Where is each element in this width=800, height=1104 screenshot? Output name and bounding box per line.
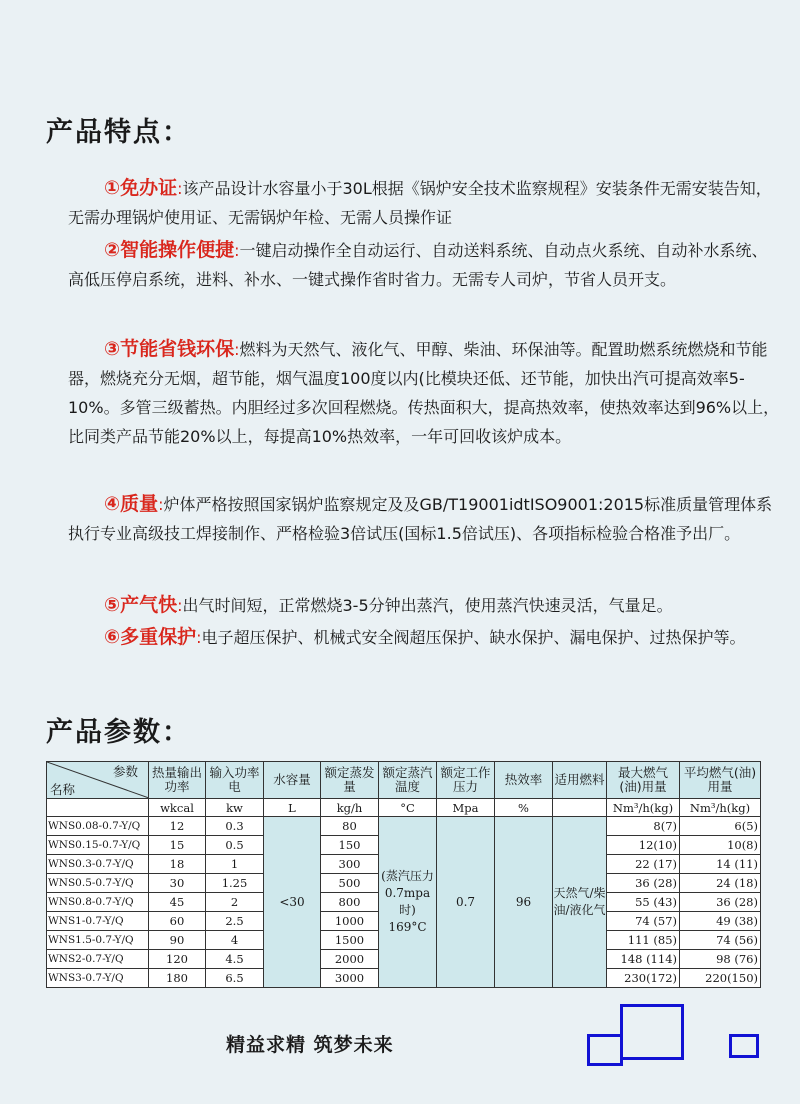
feature-item: ④质量:炉体严格按照国家锅炉监察规定及及GB/T19001idtISO9001:2015标准质量管理体系执行专业高级技工焊接制作、严格检验3倍试压(国标1.5倍试压)、各项指标检验合格准予出厂。 [68, 493, 773, 543]
unit-cell: L [264, 799, 321, 817]
unit-cell: Nm³/h(kg) [607, 799, 680, 817]
unit-cell [553, 799, 607, 817]
unit-cell: kw [206, 799, 264, 817]
corner-header: 参数 名称 [47, 762, 149, 799]
column-header: 额定蒸发量 [321, 762, 379, 799]
slogan: 精益求精 筑梦未来 [226, 1034, 394, 1056]
unit-cell: Nm³/h(kg) [680, 799, 761, 817]
unit-cell [47, 799, 149, 817]
table-row: WNS1-0.7-Y/Q 60 2.5 1000 74 (57) 49 (38) [47, 912, 761, 931]
table-row: WNS1.5-0.7-Y/Q 90 4 1500 111 (85) 74 (56) [47, 931, 761, 950]
column-header: 热量输出功率 [149, 762, 206, 799]
column-header: 平均燃气(油)用量 [680, 762, 761, 799]
feature-item: ⑥多重保护:电子超压保护、机械式安全阀超压保护、缺水保护、漏电保护、过热保护等。 [104, 626, 746, 648]
unit-cell: °C [379, 799, 437, 817]
column-header: 适用燃料 [553, 762, 607, 799]
feature-item: ②智能操作便捷:一键启动操作全自动运行、自动送料系统、自动点火系统、自动补水系统、高低压停启系统，进料、补水、一键式操作省时省力。无需专人司炉，节省人员开支。 [68, 239, 768, 289]
column-header: 额定工作压力 [437, 762, 495, 799]
unit-cell: wkcal [149, 799, 206, 817]
table-row: WNS0.15-0.7-Y/Q 15 0.5 150 12(10) 10(8) [47, 836, 761, 855]
fuel-cell: 天然气/柴油/液化气 [553, 817, 607, 988]
table-row: WNS2-0.7-Y/Q 120 4.5 2000 148 (114) 98 (76) [47, 950, 761, 969]
pressure-cell: 0.7 [437, 817, 495, 988]
unit-cell: Mpa [437, 799, 495, 817]
selection-box [729, 1034, 759, 1058]
efficiency-cell: 96 [495, 817, 553, 988]
column-header: 输入功率电 [206, 762, 264, 799]
selection-box [587, 1034, 623, 1066]
feature-item: ①免办证:该产品设计水容量小于30L根据《锅炉安全技术监察规程》安装条件无需安装告知，无需办理锅炉使用证、无需锅炉年检、无需人员操作证 [68, 177, 772, 227]
unit-cell: kg/h [321, 799, 379, 817]
unit-cell: % [495, 799, 553, 817]
water-capacity-cell: <30 [264, 817, 321, 988]
selection-box [620, 1004, 684, 1060]
table-row: WNS0.3-0.7-Y/Q 18 1 300 22 (17) 14 (11) [47, 855, 761, 874]
feature-item: ③节能省钱环保:燃料为天然气、液化气、甲醇、柴油、环保油等。配置助燃系统燃烧和节能器，燃烧充分无烟，超节能，烟气温度100度以内(比模块还低、还节能，加快出汽可提高效率5-10%。多管三级蓄热。内胆经过多次回程燃烧。传热面积大，提高热效率，使热效率达到96%以上，比同类产品节能20%以上，每提高10%热效率，一年可回收该炉成本。 [68, 338, 780, 446]
table-row: WNS0.8-0.7-Y/Q 45 2 800 55 (43) 36 (28) [47, 893, 761, 912]
feature-item: ⑤产气快:出气时间短，正常燃烧3-5分钟出蒸汽，使用蒸汽快速灵活，气量足。 [104, 594, 673, 616]
params-title: 产品参数： [46, 717, 191, 748]
column-header: 水容量 [264, 762, 321, 799]
steam-temp-cell: (蒸汽压力0.7mpa时) 169°C [379, 817, 437, 988]
column-header: 热效率 [495, 762, 553, 799]
params-table [46, 761, 760, 1005]
table-row: WNS3-0.7-Y/Q 180 6.5 3000 230(172) 220(150) [47, 969, 761, 988]
column-header: 最大燃气(油)用量 [607, 762, 680, 799]
table-row: WNS0.5-0.7-Y/Q 30 1.25 500 36 (28) 24 (18) [47, 874, 761, 893]
column-header: 额定蒸汽温度 [379, 762, 437, 799]
table-row: WNS0.08-0.7-Y/Q 12 0.3 <30 80 (蒸汽压力0.7mpa时) 169°C 0.7 96 天然气/柴油/液化气 8(7) 6(5) [47, 817, 761, 836]
features-title: 产品特点： [46, 117, 191, 148]
